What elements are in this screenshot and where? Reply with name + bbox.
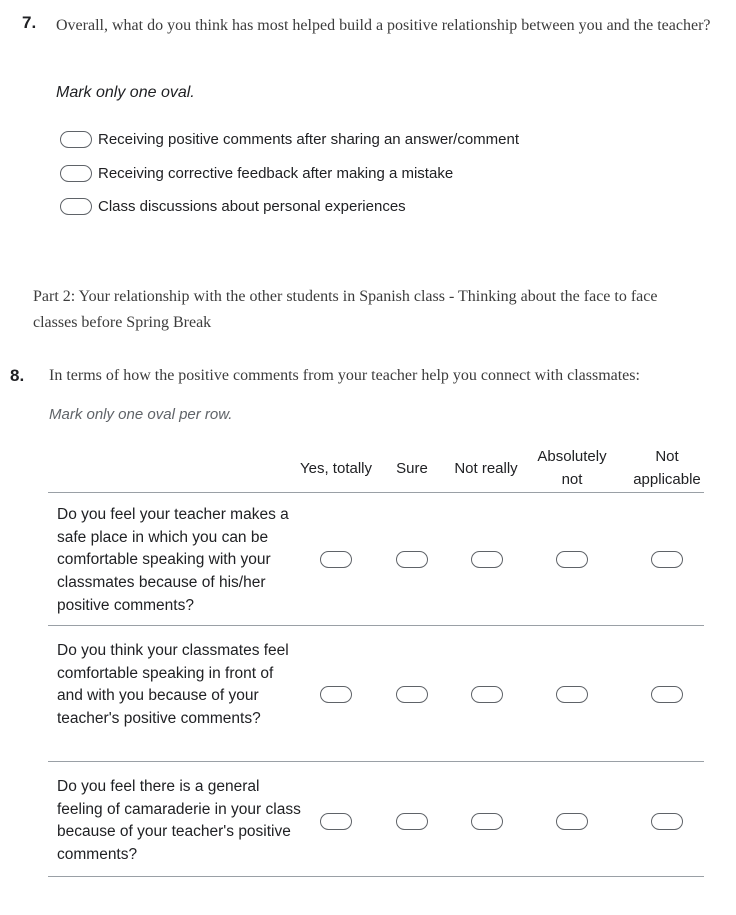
part-2-heading: Part 2: Your relationship with the other students in Spanish class - Thinking about the face to face classes before Spring Break	[33, 288, 658, 331]
grid-divider	[48, 761, 704, 762]
radio-oval[interactable]	[60, 198, 92, 215]
grid-row-2-option-5[interactable]	[651, 686, 683, 703]
grid-row-2-label: Do you think your classmates feel comfortable speaking in front of and with you because of your teacher's positive comments?	[57, 642, 289, 728]
q7-option-2-label: Receiving corrective feedback after making a mistake	[98, 164, 454, 182]
grid-row-2-option-1[interactable]	[320, 686, 352, 703]
radio-oval[interactable]	[60, 165, 92, 182]
q7-option-1-label: Receiving positive comments after sharing an answer/comment	[98, 130, 520, 148]
q7-option-1[interactable]	[60, 129, 519, 149]
grid-column-header: Yes, totally	[300, 459, 372, 477]
question-8-number: 8.	[10, 366, 25, 385]
q7-option-2[interactable]	[60, 163, 453, 183]
q7-option-3[interactable]	[60, 196, 406, 216]
grid-row-3-option-1[interactable]	[320, 813, 352, 830]
grid-divider	[48, 625, 704, 626]
grid-row-1-option-4[interactable]	[556, 551, 588, 568]
question-7-text: Overall, what do you think has most helped build a positive relationship between you and the teacher?	[56, 17, 711, 34]
grid-row-3-label: Do you feel there is a general feeling of camaraderie in your class because of your teacher's positive comments?	[57, 778, 301, 864]
grid-row-2-option-2[interactable]	[396, 686, 428, 703]
grid-row-1-option-1[interactable]	[320, 551, 352, 568]
grid-row-2-option-4[interactable]	[556, 686, 588, 703]
grid-divider	[48, 492, 704, 493]
grid-row-3-option-2[interactable]	[396, 813, 428, 830]
grid-row-2-option-3[interactable]	[471, 686, 503, 703]
question-8-instruction: Mark only one oval per row.	[49, 406, 233, 423]
grid-column-header: Not really	[454, 459, 518, 477]
grid-row-1-option-3[interactable]	[471, 551, 503, 568]
grid-row-3-option-4[interactable]	[556, 813, 588, 830]
q7-option-3-label: Class discussions about personal experiences	[98, 197, 406, 215]
radio-oval[interactable]	[60, 131, 92, 148]
grid-column-header: Absolutely not	[537, 448, 607, 488]
question-7-instruction: Mark only one oval.	[56, 84, 195, 101]
grid-divider	[48, 876, 704, 877]
question-7-number: 7.	[22, 13, 37, 32]
grid-column-header: Not applicable	[633, 448, 701, 488]
question-8-text: In terms of how the positive comments from your teacher help you connect with classmates:	[49, 367, 640, 384]
grid-row-1-label: Do you feel your teacher makes a safe place in which you can be comfortable speaking with your classmates because of his/her positive comments?	[57, 506, 289, 614]
grid-column-header: Sure	[396, 459, 428, 477]
grid-row-1-option-5[interactable]	[651, 551, 683, 568]
grid-row-1-option-2[interactable]	[396, 551, 428, 568]
grid-row-3-option-3[interactable]	[471, 813, 503, 830]
grid-row-3-option-5[interactable]	[651, 813, 683, 830]
